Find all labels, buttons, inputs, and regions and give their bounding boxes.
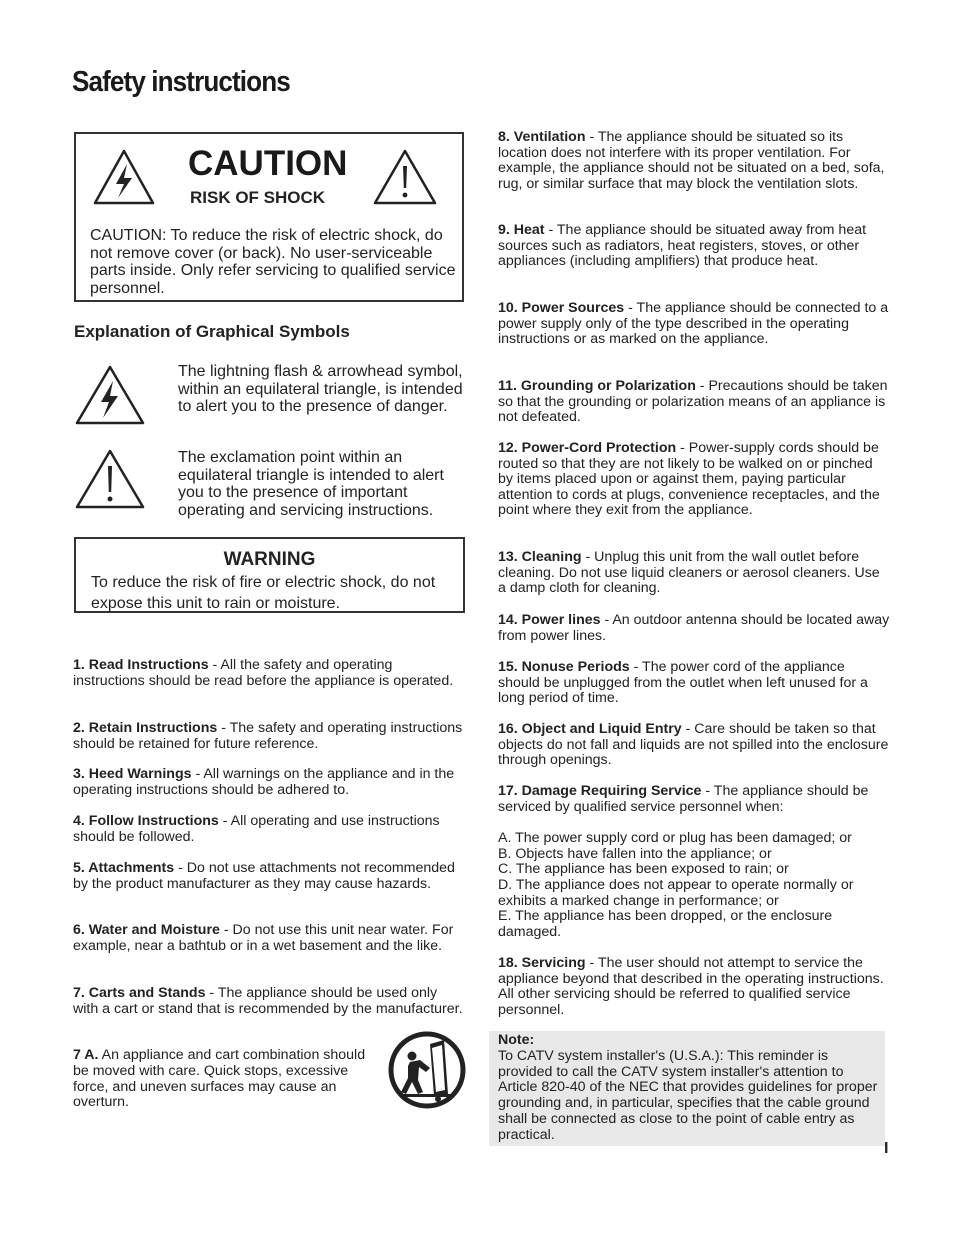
- warning-box: [74, 537, 465, 613]
- list-item: 7 A. An appliance and cart combination should be moved with care. Quick stops, excessive force, and uneven surfaces may cause an overturn.: [73, 1047, 366, 1111]
- list-item: 1. Read Instructions - All the safety and operating instructions should be read before the appliance is operated.: [73, 657, 454, 689]
- lightning-triangle-icon: [92, 148, 156, 206]
- list-item: 7. Carts and Stands - The appliance should be used only with a cart or stand that is recommended by the manufacturer.: [73, 985, 463, 1017]
- note-label: Note:: [498, 1032, 535, 1048]
- exclamation-triangle-icon: [372, 148, 438, 206]
- list-item: 13. Cleaning - Unplug this unit from the wall outlet before cleaning. Do not use liquid cleaners or aerosol cleaners. Use a damp cloth for cleaning.: [498, 549, 880, 597]
- lightning-explanation: The lightning flash & arrowhead symbol, within an equilateral triangle, is intended to alert you to the presence of danger.: [178, 363, 463, 415]
- damage-item: D. The appliance does not appear to operate normally or exhibits a marked change in performance; or: [498, 877, 854, 909]
- list-item: 6. Water and Moisture - Do not use this unit near water. For example, near a bathtub or in a wet basement and the like.: [73, 922, 454, 954]
- note-body: To CATV system installer's (U.S.A.): This reminder is provided to call the CATV system installer's attention to Article 820-40 of the NEC that provides guidelines for proper grounding and, in particular, specifies that the cable ground shall be connected as close to the point of cable entry as practical.: [498, 1047, 878, 1143]
- list-item: 12. Power-Cord Protection - Power-supply cords should be routed so that they are not likely to be walked on or pinched by items placed upon or against them, paying particular attention to cords at plugs, convenience receptacles, and the point where they exit from the appliance.: [498, 440, 880, 519]
- caution-text: CAUTION: To reduce the risk of electric shock, do not remove cover (or back). No user-serviceable parts inside. Only refer servicing to qualified service personnel.: [90, 227, 456, 297]
- note-box: [489, 1031, 885, 1146]
- note-text: [498, 1033, 883, 1144]
- symbols-heading: Explanation of Graphical Symbols: [74, 322, 350, 341]
- warning-heading: WARNING: [223, 549, 316, 570]
- page-number: I: [884, 1140, 889, 1157]
- warning-text: To reduce the risk of fire or electric shock, do not expose this unit to rain or moisture.: [91, 574, 436, 612]
- risk-of-shock-label: RISK OF SHOCK: [190, 188, 326, 207]
- list-item: 17. Damage Requiring Service - The appliance should be serviced by qualified service personnel when:: [498, 783, 869, 815]
- lightning-triangle-icon: [74, 364, 146, 426]
- damage-item: A. The power supply cord or plug has been damaged; or: [498, 830, 852, 846]
- list-item: 4. Follow Instructions - All operating and use instructions should be followed.: [73, 813, 440, 845]
- list-item: 11. Grounding or Polarization - Precautions should be taken so that the grounding or polarization means of an appliance is not defeated.: [498, 378, 888, 426]
- exclamation-triangle-icon: [74, 448, 146, 510]
- list-item: 15. Nonuse Periods - The power cord of the appliance should be unplugged from the outlet when left unused for a long period of time.: [498, 659, 868, 707]
- exclamation-explanation: The exclamation point within an equilateral triangle is intended to alert you to the presence of important operating and servicing instructions.: [178, 449, 444, 519]
- list-item: 10. Power Sources - The appliance should be connected to a power supply only of the type described in the operating instructions or as marked on the appliance.: [498, 300, 889, 348]
- list-item: 14. Power lines - An outdoor antenna should be located away from power lines.: [498, 612, 890, 644]
- list-item: 9. Heat - The appliance should be situated away from heat sources such as radiators, heat registers, stoves, or other appliances (including amplifiers) that produce heat.: [498, 222, 867, 270]
- list-item: 3. Heed Warnings - All warnings on the appliance and in the operating instructions should be adhered to.: [73, 766, 455, 798]
- damage-item: B. Objects have fallen into the appliance; or: [498, 846, 772, 862]
- list-item: 5. Attachments - Do not use attachments not recommended by the product manufacturer as they may cause hazards.: [73, 860, 455, 892]
- caution-heading: CAUTION: [188, 144, 348, 183]
- page-title: Safety instructions: [72, 66, 290, 98]
- damage-item: E. The appliance has been dropped, or the enclosure damaged.: [498, 908, 833, 940]
- list-item: 16. Object and Liquid Entry - Care should be taken so that objects do not fall and liquids are not spilled into the enclosure through openings.: [498, 721, 889, 769]
- list-item: 18. Servicing - The user should not attempt to service the appliance beyond that described in the operating instructions. All other servicing should be referred to qualified service personnel.: [498, 955, 884, 1018]
- list-item: 2. Retain Instructions - The safety and operating instructions should be retained for future reference.: [73, 720, 463, 752]
- damage-item: C. The appliance has been exposed to rain; or: [498, 861, 789, 877]
- cart-tipover-icon: [386, 1030, 468, 1110]
- caution-box: [74, 132, 464, 302]
- list-item: 8. Ventilation - The appliance should be situated so its location does not interfere with its proper ventilation. For example, the appliance should not be situated on a bed, sofa, rug, or similar surface that may block the ventilation slots.: [498, 129, 885, 192]
